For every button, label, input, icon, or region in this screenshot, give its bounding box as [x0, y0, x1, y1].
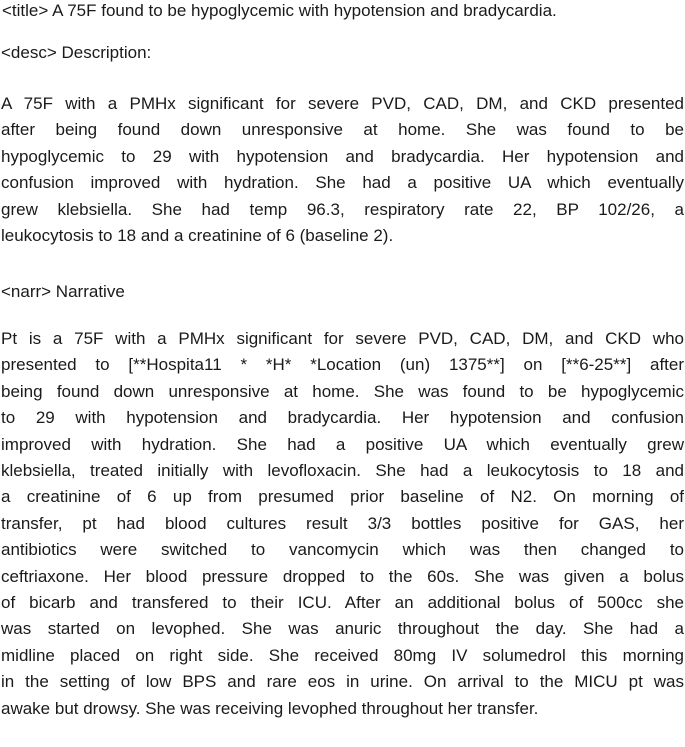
description-line: confusion improved with hydration. She had a positive UA which eventually [1, 173, 684, 193]
narrative-line: transfer, pt had blood cultures result 3/3 bottles positive for GAS, her [1, 513, 684, 533]
narrative-line: being found down unresponsive at home. She was found to be hypoglycemic [1, 381, 684, 401]
narrative-line: a creatinine of 6 up from presumed prior baseline of N2. On morning of [1, 487, 684, 507]
narrative-line: of bicarb and transfered to their ICU. After an additional bolus of 500cc she [1, 593, 684, 613]
narrative-body [1, 326, 684, 722]
narrative-heading: <narr> Narrative [1, 282, 125, 301]
description-heading: <desc> Description: [1, 43, 152, 62]
narrative-line: presented to [**Hospita11 * *H* *Location (un) 1375**] on [**6-25**] after [1, 355, 684, 375]
description-body [1, 91, 684, 249]
description-line: after being found down unresponsive at home. She was found to be [1, 120, 684, 140]
description-line: hypoglycemic to 29 with hypotension and bradycardia. Her hypotension and [1, 146, 684, 166]
narrative-line: awake but drowsy. She was receiving levophed throughout her transfer. [1, 698, 539, 718]
description-line: A 75F with a PMHx significant for severe PVD, CAD, DM, and CKD presented [1, 94, 684, 113]
description-line: grew klebsiella. She had temp 96.3, respiratory rate 22, BP 102/26, a [1, 199, 684, 219]
narrative-line: improved with hydration. She had a positive UA which eventually grew [1, 434, 684, 454]
narrative-line: Pt is a 75F with a PMHx significant for severe PVD, CAD, DM, and CKD who [1, 329, 684, 348]
narrative-line: midline placed on right side. She received 80mg IV solumedrol this morning [1, 645, 684, 665]
narrative-line: ceftriaxone. Her blood pressure dropped to the 60s. She was given a bolus [1, 566, 684, 586]
narrative-line: to 29 with hypotension and bradycardia. Her hypotension and confusion [1, 408, 684, 428]
narrative-line: antibiotics were switched to vancomycin which was then changed to [1, 540, 684, 560]
narrative-line: klebsiella, treated initially with levofloxacin. She had a leukocytosis to 18 and [1, 461, 684, 481]
description-line: leukocytosis to 18 and a creatinine of 6 (baseline 2). [1, 226, 394, 246]
narrative-line: was started on levophed. She was anuric throughout the day. She had a [1, 619, 684, 639]
title-line: <title> A 75F found to be hypoglycemic with hypotension and bradycardia. [2, 1, 557, 20]
narrative-line: in the setting of low BPS and rare eos in urine. On arrival to the MICU pt was [1, 672, 684, 692]
